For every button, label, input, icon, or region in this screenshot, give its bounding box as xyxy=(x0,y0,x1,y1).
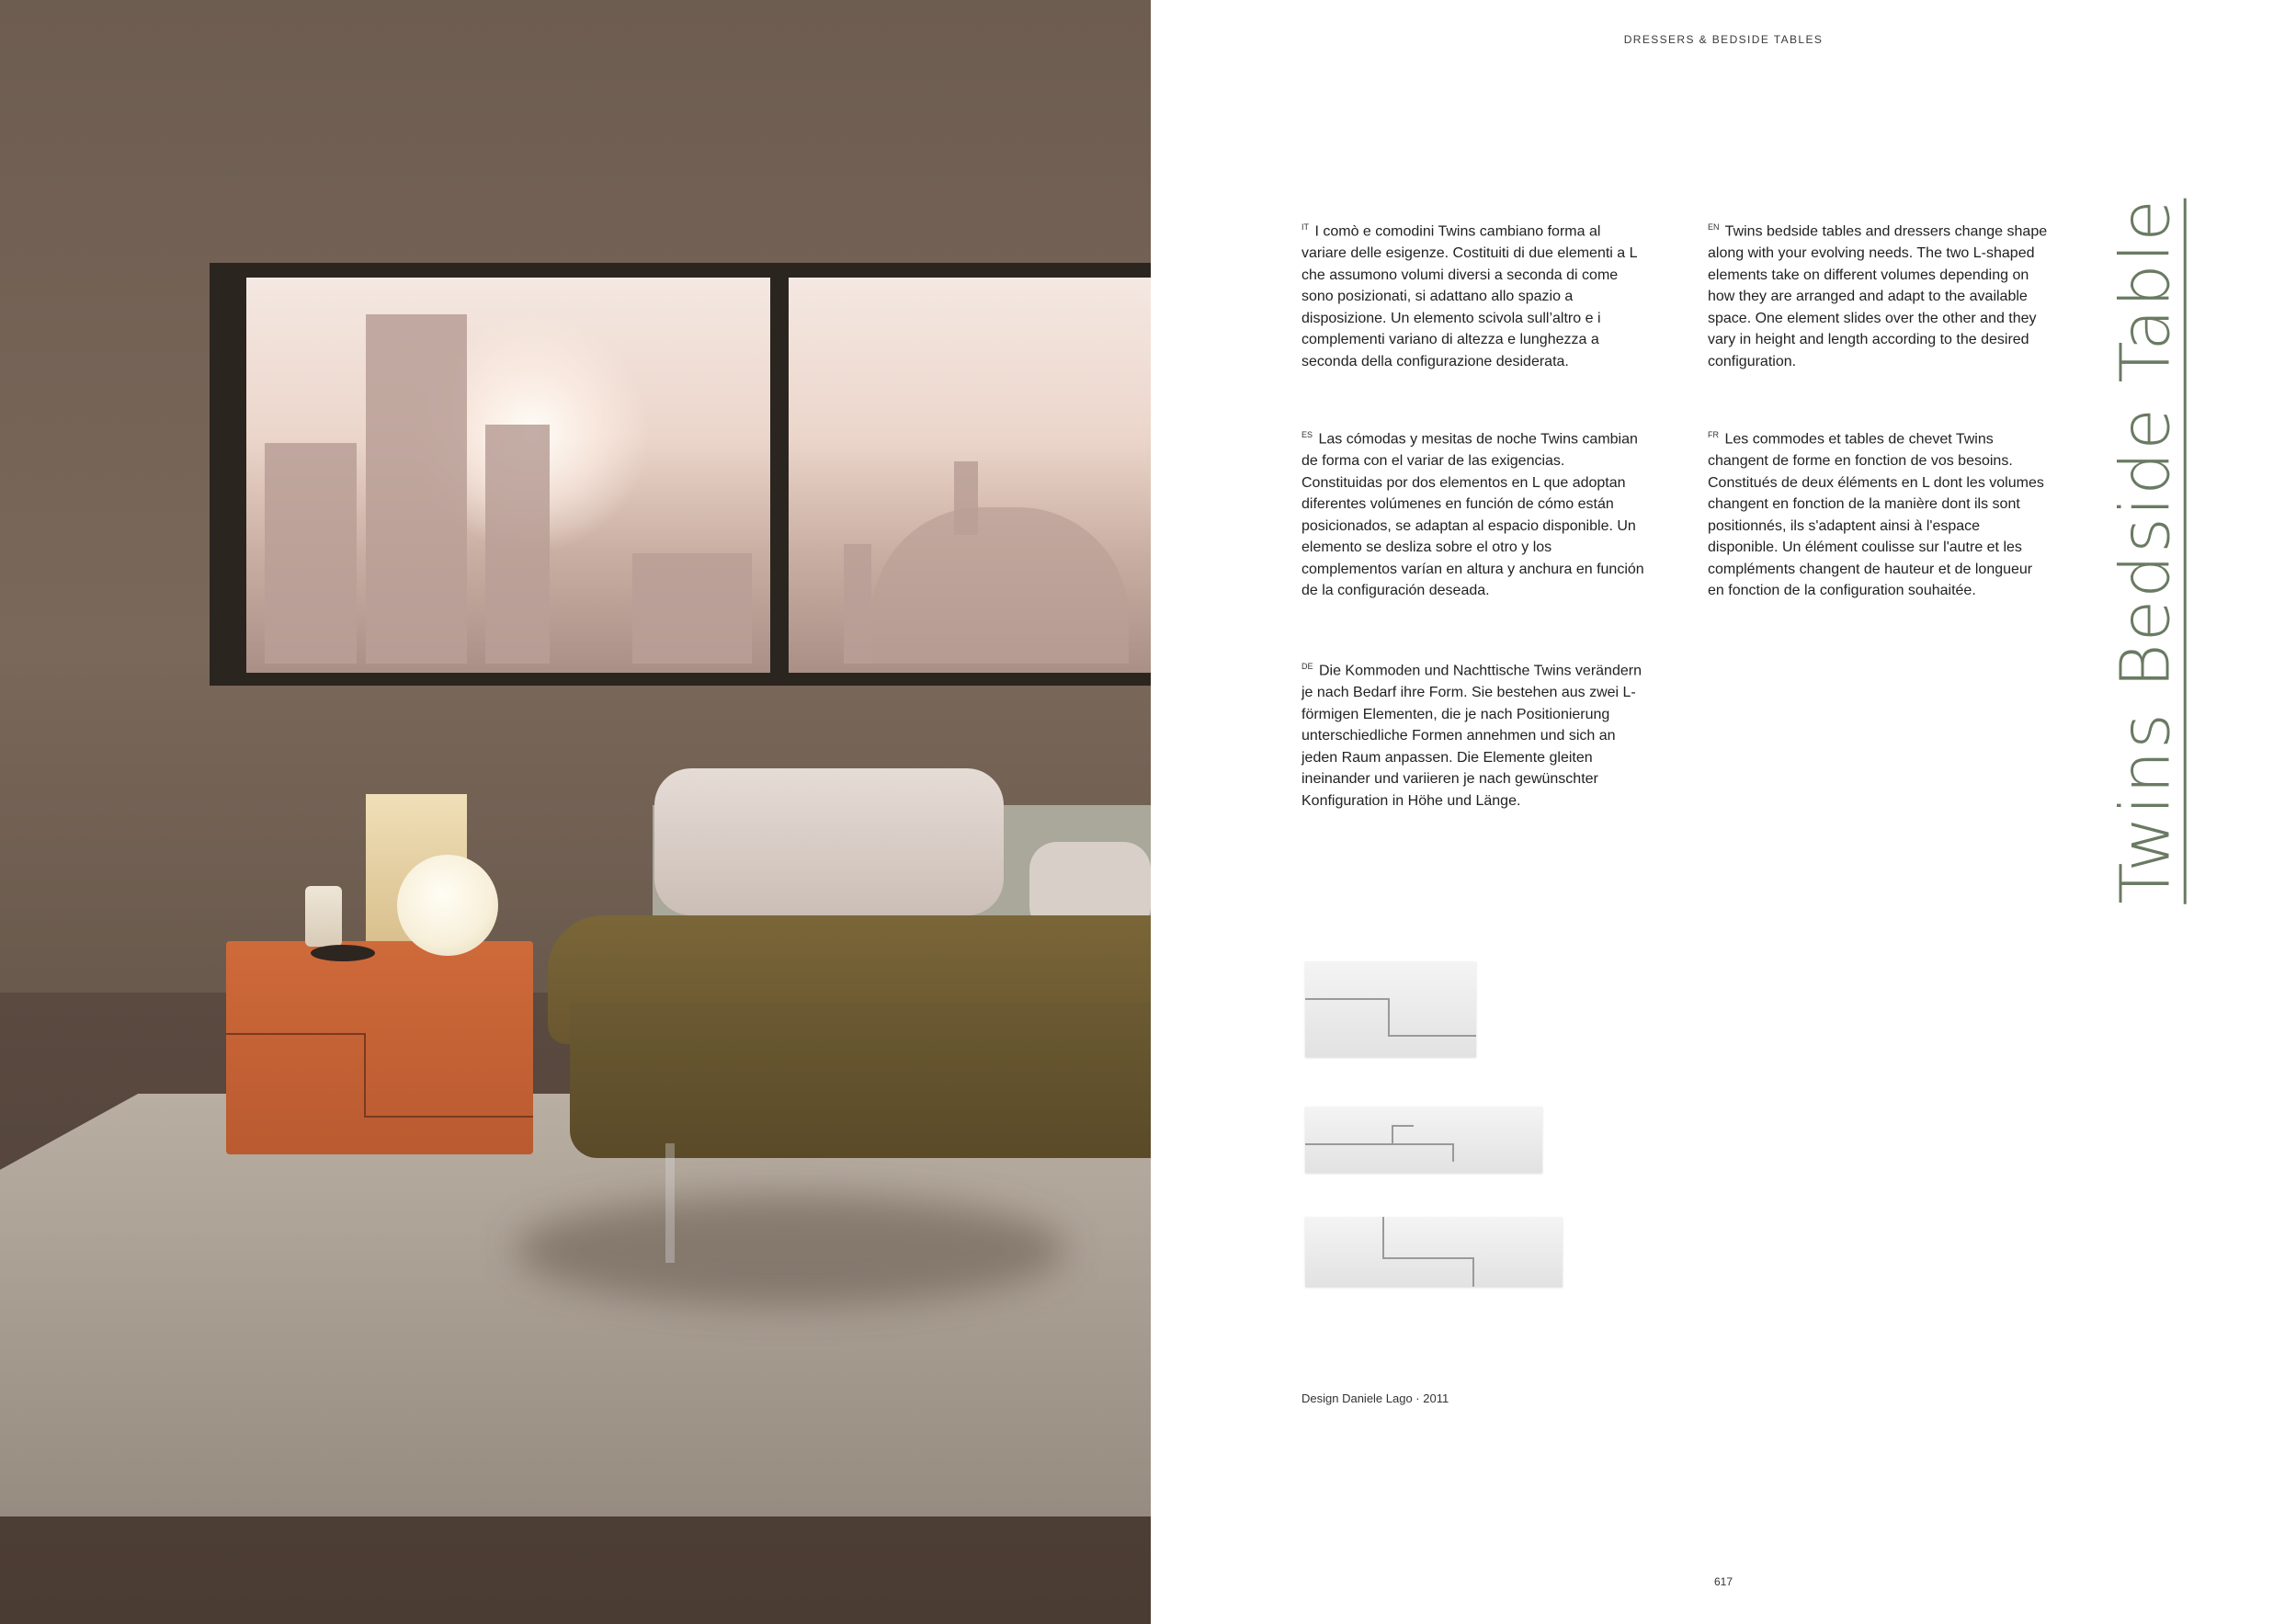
window-pane-right xyxy=(789,278,1151,673)
seam xyxy=(1472,1257,1474,1287)
product-title xyxy=(2106,197,2186,904)
bed-base xyxy=(570,1002,1151,1158)
glass-leg xyxy=(665,1143,675,1263)
window xyxy=(210,263,1151,686)
configuration-thumbnail xyxy=(1305,961,1476,1057)
paragraph-de xyxy=(1301,656,1645,812)
lamp-globe xyxy=(397,855,498,956)
text-page xyxy=(1151,0,2296,1624)
twins-nightstand xyxy=(226,941,533,1154)
window-pane-left xyxy=(246,278,770,673)
hill xyxy=(871,507,1129,664)
seam xyxy=(1382,1257,1472,1259)
running-head: DRESSERS & BEDSIDE TABLES xyxy=(1623,33,1824,46)
paragraph-text: Twins bedside tables and dressers change shape along with your evolving needs. The two L-shaped elements take on different volumes depending on how they are arranged and adapt to the available space. One element slides over the other and they vary in height and length according to the desired configuration. xyxy=(1708,223,2048,369)
paragraph-text: Las cómodas y mesitas de noche Twins cambian de forma con el variar de las exigencias. Constituidas por dos elementos en L que adoptan diferentes volúmenes en función de cómo están posicionados, se adaptan al espacio disponible. Un elemento se desliza sobre el otro y los complementos varían en altura y anchura en función de la configuración deseada. xyxy=(1301,431,1644,599)
paragraph-text: Les commodes et tables de chevet Twins changent de forme en fonction de vos besoins. Constitués de deux éléments en L dont les volumes changent en fonction de la manière dont ils sont positionnés, ils s'adaptent ainsi à l'espace disponible. Un élément coulisse sur l'autre et les compléments changent de hauteur et de longueur en fonction de la configuration souhaitée. xyxy=(1708,431,2044,599)
paragraph-text: Die Kommoden und Nachttische Twins verändern je nach Bedarf ihre Form. Sie bestehen aus zwei L-förmigen Elementen, die je nach Positionierung unterschiedliche Formen annehmen und sich an jeden Raum anpassen. Die Elemente gleiten ineinander und variieren je nach gewünschter Konfiguration in Höhe und Länge. xyxy=(1301,663,1642,809)
seam xyxy=(1392,1143,1452,1145)
lang-code: DE xyxy=(1301,662,1313,671)
ferry-building-tower xyxy=(844,544,871,664)
seam xyxy=(1392,1125,1393,1145)
paragraph-fr xyxy=(1708,425,2052,602)
lang-code: EN xyxy=(1708,222,1720,232)
candle xyxy=(305,886,342,947)
seam xyxy=(1452,1143,1454,1162)
design-credit: Design Daniele Lago · 2011 xyxy=(1301,1391,1449,1405)
drawer-seam xyxy=(364,1033,366,1116)
lang-code: FR xyxy=(1708,430,1719,439)
pillow xyxy=(654,768,1004,915)
paragraph-it xyxy=(1301,217,1645,372)
product-title-text: Twins Bedside Table xyxy=(2106,197,2186,904)
drawer-seam xyxy=(226,1033,364,1035)
tray xyxy=(311,945,375,961)
seam xyxy=(1305,998,1388,1000)
seam xyxy=(1382,1217,1384,1257)
building xyxy=(265,443,357,664)
seam xyxy=(1305,1143,1392,1145)
paragraph-en xyxy=(1708,217,2052,372)
building xyxy=(632,553,752,664)
seam xyxy=(1392,1125,1414,1127)
lang-code: IT xyxy=(1301,222,1309,232)
drawer-seam xyxy=(364,1116,533,1118)
page-number: 617 xyxy=(1713,1575,1733,1588)
paragraph-text: I comò e comodini Twins cambiano forma al variare delle esigenze. Costituiti di due elementi a L che assumono volumi diversi a seconda di come sono posizionati, si adattano allo spazio a disposizione. Un elemento scivola sull’altro e i complementi variano di altezza e lunghezza a seconda della configurazione desiderata. xyxy=(1301,223,1637,369)
seam xyxy=(1388,1035,1476,1037)
building xyxy=(485,425,550,664)
paragraph-es xyxy=(1301,425,1645,602)
bed-shadow xyxy=(515,1195,1066,1305)
seam xyxy=(1388,998,1390,1035)
configuration-thumbnail xyxy=(1305,1217,1563,1287)
configuration-thumbnail xyxy=(1305,1107,1542,1173)
lang-code: ES xyxy=(1301,430,1313,439)
skyscraper xyxy=(366,314,467,664)
